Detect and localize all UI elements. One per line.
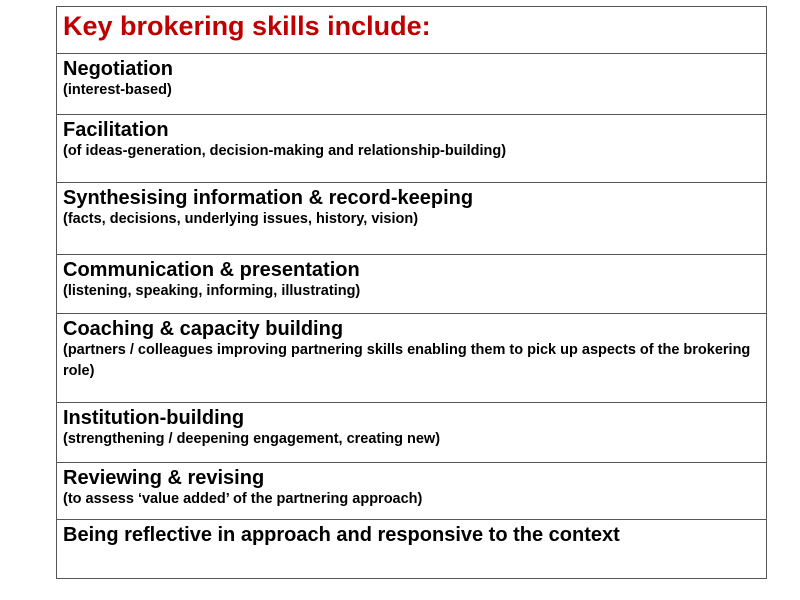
skill-row <box>57 54 767 115</box>
skill-name: Being reflective in approach and responsive to the context <box>63 524 620 546</box>
skill-detail: (listening, speaking, informing, illustrating) <box>63 283 361 299</box>
skill-name: Institution-building <box>63 407 245 429</box>
skill-name: Synthesising information & record-keeping <box>63 187 474 209</box>
skill-cell <box>57 520 767 579</box>
skill-row <box>57 314 767 403</box>
skill-cell <box>57 314 767 403</box>
skill-name: Negotiation <box>63 58 173 80</box>
skill-cell <box>57 115 767 183</box>
skill-name: Facilitation <box>63 119 169 141</box>
skill-cell <box>57 403 767 463</box>
skill-detail: (facts, decisions, underlying issues, history, vision) <box>63 211 419 227</box>
skill-detail: (strengthening / deepening engagement, creating new) <box>63 431 441 447</box>
skill-row <box>57 463 767 520</box>
skill-row <box>57 520 767 579</box>
skill-cell <box>57 54 767 115</box>
page-title: Key brokering skills include: <box>57 7 767 54</box>
skill-row <box>57 183 767 255</box>
skill-detail: (partners / colleagues improving partnering skills enabling them to pick up aspects of the brokering role) <box>63 342 751 379</box>
skill-name: Communication & presentation <box>63 259 360 281</box>
skill-detail: (to assess ‘value added’ of the partnering approach) <box>63 491 423 507</box>
skill-cell <box>57 183 767 255</box>
skill-row <box>57 255 767 314</box>
skill-row <box>57 115 767 183</box>
skill-cell <box>57 463 767 520</box>
title-row <box>57 7 767 54</box>
skill-detail: (of ideas-generation, decision-making and relationship-building) <box>63 143 507 159</box>
skills-table <box>56 6 767 579</box>
skill-detail: (interest-based) <box>63 82 172 98</box>
skill-name: Reviewing & revising <box>63 467 265 489</box>
skill-row <box>57 403 767 463</box>
skill-cell <box>57 255 767 314</box>
skill-name: Coaching & capacity building <box>63 318 344 340</box>
